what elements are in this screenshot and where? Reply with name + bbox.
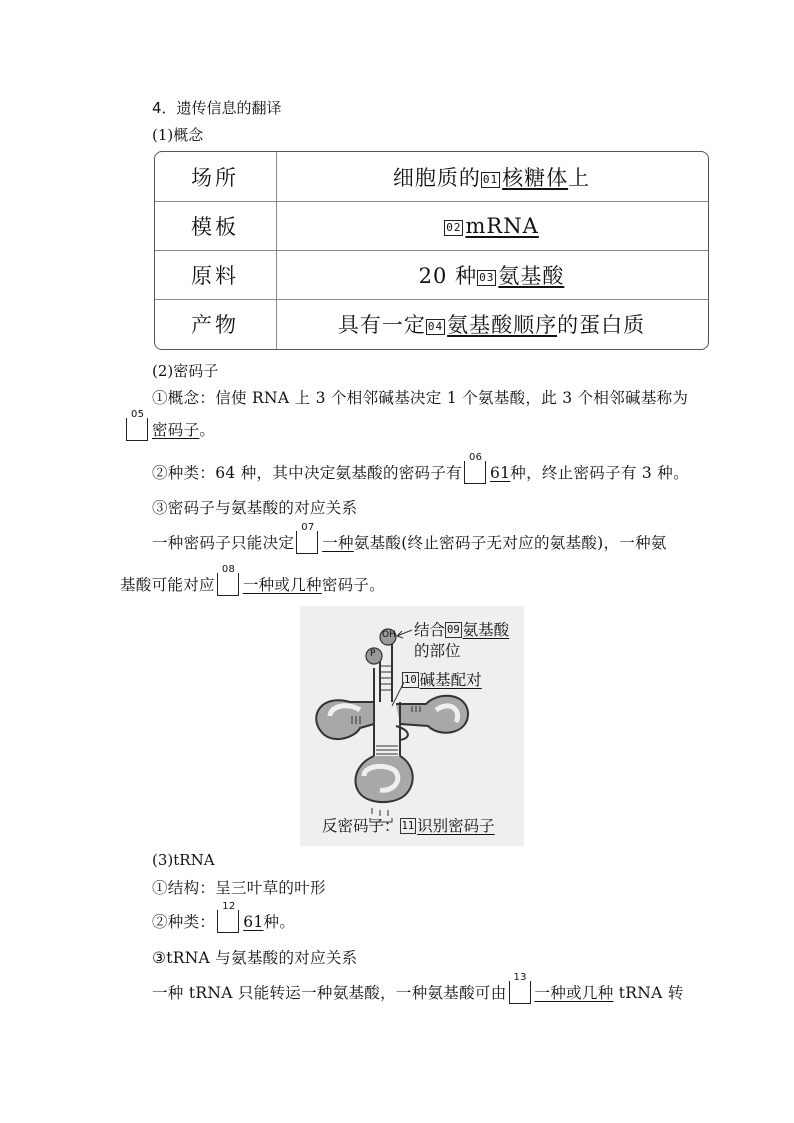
trna-cloverleaf-icon bbox=[300, 606, 524, 846]
trna-p1: ①结构：呈三叶草的叶形 bbox=[152, 879, 326, 897]
trna-p3: ③tRNA 与氨基酸的对应关系 bbox=[152, 949, 358, 967]
answer-text: 密码子 bbox=[152, 421, 200, 439]
answer-text: mRNA bbox=[465, 213, 539, 238]
codon-p4: 一种密码子只能决定 07 一种氨基酸(终止密码子无对应的氨基酸)，一种氨 bbox=[152, 522, 667, 552]
answer-text: 61 bbox=[489, 464, 511, 482]
row-value: 具有一定 04 氨基酸顺序的蛋白质 bbox=[337, 312, 646, 337]
codon-heading: (2)密码子 bbox=[152, 362, 219, 380]
answer-tag: 03 bbox=[479, 270, 495, 284]
trna-heading: (3)tRNA bbox=[152, 851, 215, 869]
answer-tag: 02 bbox=[446, 220, 462, 234]
row-value: 细胞质的 01 核糖体上 bbox=[392, 165, 591, 190]
answer-text: 一种或几种 bbox=[242, 576, 322, 594]
answer-text: 一种或几种 bbox=[534, 984, 614, 1002]
row-label: 原料 bbox=[191, 263, 239, 288]
row-label: 产物 bbox=[191, 312, 239, 337]
oh-label: OH bbox=[382, 630, 396, 640]
answer-text: 61 bbox=[243, 913, 264, 931]
amino-acid-site-label: 结合 09 氨基酸 bbox=[414, 621, 510, 639]
answer-box: 12 bbox=[217, 910, 239, 933]
row-value: 20 种 03 氨基酸 bbox=[418, 263, 565, 288]
answer-text: 氨基酸顺序 bbox=[447, 312, 558, 337]
codon-p1: ①概念：信使 RNA 上 3 个相邻碱基决定 1 个氨基酸，此 3 个相邻碱基称为 bbox=[152, 389, 689, 407]
row-label: 场所 bbox=[191, 165, 239, 190]
concept-table bbox=[154, 151, 709, 350]
anticodon-label: 反密码子： 11 识别密码子 bbox=[322, 817, 495, 835]
answer-tag: 01 bbox=[482, 172, 499, 186]
answer-tag: 04 bbox=[427, 319, 444, 333]
trna-p2: ②种类： 12 61种。 bbox=[152, 901, 296, 931]
answer-box: 13 bbox=[509, 981, 531, 1004]
table-row bbox=[155, 299, 708, 348]
answer-text: 一种 bbox=[322, 534, 354, 552]
trna-p4: 一种 tRNA 只能转运一种氨基酸，一种氨基酸可由 13 一种或几种 tRNA 转 bbox=[152, 972, 684, 1002]
section-title: 4．遗传信息的翻译 bbox=[152, 99, 282, 117]
base-pair-label: 10 碱基配对 bbox=[404, 671, 482, 689]
codon-p5: 基酸可能对应 08 一种或几种密码子。 bbox=[120, 564, 386, 594]
table-row bbox=[155, 250, 708, 299]
codon-p1-cont: 05 密码子。 bbox=[124, 418, 215, 441]
amino-acid-site-label-line2: 的部位 bbox=[414, 642, 461, 660]
answer-text: 核糖体 bbox=[502, 165, 569, 190]
p-label: P bbox=[370, 649, 376, 659]
concept-heading: (1)概念 bbox=[152, 126, 204, 144]
answer-box: 07 bbox=[296, 531, 318, 554]
row-value bbox=[275, 214, 708, 238]
answer-box: 06 bbox=[464, 461, 486, 484]
answer-box: 08 bbox=[217, 573, 239, 596]
table-row bbox=[155, 201, 708, 250]
answer-box: 05 bbox=[126, 418, 148, 441]
answer-text: 氨基酸 bbox=[498, 263, 565, 288]
codon-p3: ③密码子与氨基酸的对应关系 bbox=[152, 499, 358, 517]
row-label: 模板 bbox=[191, 214, 239, 239]
table-row bbox=[155, 152, 708, 201]
trna-figure bbox=[300, 606, 524, 846]
codon-p2: ②种类：64 种，其中决定氨基酸的密码子有 06 61种，终止密码子有 3 种。 bbox=[152, 452, 689, 482]
